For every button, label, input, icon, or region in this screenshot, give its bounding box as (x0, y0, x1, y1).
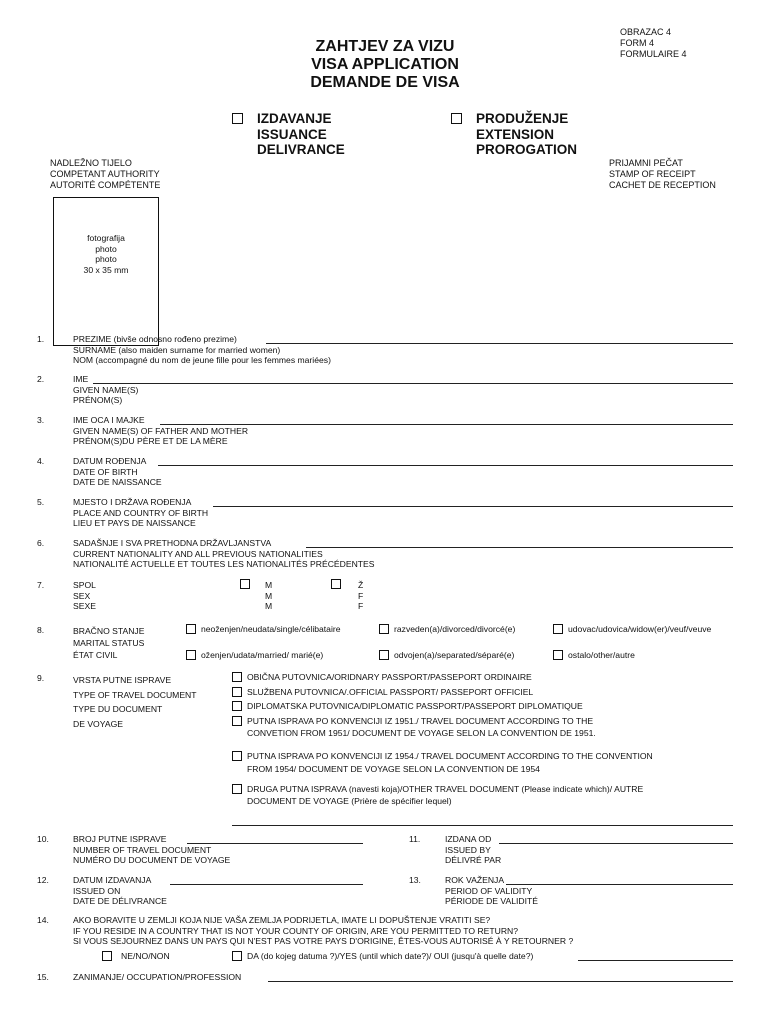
question-line: IF YOU RESIDE IN A COUNTRY THAT IS NOT YOUR COUNTY OF ORIGIN, ARE YOU PERMITTED TO RETURN? (73, 925, 519, 936)
marital-separated-option[interactable] (379, 650, 514, 661)
travel-doc-label-line: TYPE DU DOCUMENT (73, 704, 163, 715)
field-number: 3. (37, 415, 45, 425)
given-names-label-line: GIVEN NAME(S) (73, 384, 139, 395)
travel-doc-label-line: VRSTA PUTNE ISPRAVE (73, 675, 172, 685)
surname-label-line: NOM (accompagné du nom de jeune fille pour les femmes mariées) (73, 355, 331, 366)
issued-on-label (73, 875, 167, 907)
sex-label-line: SEXE (73, 601, 96, 612)
competent-authority (50, 158, 160, 191)
occupation-label: ZANIMANJE/ OCCUPATION/PROFESSION (73, 972, 242, 982)
doc-number-label-line: BROJ PUTNE ISPRAVE (73, 834, 167, 844)
sex-label (73, 580, 96, 612)
sex-male-checkbox[interactable] (240, 579, 250, 589)
checkbox[interactable] (553, 650, 563, 660)
given-names-label-line: PRÉNOM(S) (73, 395, 123, 406)
female-line: F (358, 601, 364, 612)
field-number: 6. (37, 538, 45, 548)
form-code-line: FORM 4 (620, 38, 655, 48)
photo-line: fotografija (87, 233, 125, 243)
checkbox[interactable] (186, 650, 196, 660)
validity-label-line: PERIOD OF VALIDITY (445, 885, 533, 896)
checkbox[interactable] (102, 951, 112, 961)
extension-line: PROROGATION (476, 142, 577, 157)
checkbox[interactable] (232, 784, 242, 794)
field-number: 1. (37, 334, 45, 344)
option-label: PUTNA ISPRAVA PO KONVENCIJI IZ 1954./ TRAVEL DOCUMENT ACCORDING TO THE CONVENTION (247, 751, 653, 761)
convention-1951-option[interactable] (232, 716, 593, 727)
form-code-line: FORMULAIRE 4 (620, 49, 687, 59)
checkbox[interactable] (232, 672, 242, 682)
option-label: oženjen/udata/married/ marié(e) (201, 650, 324, 660)
surname-label-line: PREZIME (bivše odnosno rođeno prezime) (73, 334, 237, 344)
option-label: SLUŽBENA PUTOVNICA/.OFFICIAL PASSPORT/ PASSEPORT OFFICIEL (247, 687, 534, 697)
date-of-birth-label-line: DATUM ROĐENJA (73, 456, 147, 466)
given-names-field[interactable] (93, 374, 733, 384)
place-of-birth-label-line: MJESTO I DRŽAVA ROĐENJA (73, 497, 192, 507)
issued-by-label (445, 834, 501, 866)
field-number: 15. (37, 972, 49, 982)
option-label: odvojen(a)/separated/séparé(e) (394, 650, 515, 660)
return-permit-question (73, 915, 573, 947)
sex-female-label (358, 580, 363, 612)
option-label: ostalo/other/autre (568, 650, 635, 660)
marital-label-line: ÉTAT CIVIL (73, 650, 118, 661)
title-line: DEMANDE DE VISA (310, 74, 460, 91)
issued-on-label-line: DATUM IZDAVANJA (73, 875, 152, 885)
checkbox[interactable] (232, 687, 242, 697)
other-travel-doc-field[interactable] (232, 816, 733, 826)
photo-caption (54, 233, 158, 275)
photo-line: 30 x 35 mm (83, 264, 129, 275)
parents-names-label-line: IME OCA I MAJKE (73, 415, 145, 425)
receipt-line: STAMP OF RECEIPT (609, 169, 696, 179)
checkbox[interactable] (232, 751, 242, 761)
marital-other-option[interactable] (553, 650, 635, 661)
option-label-continued: CONVETION FROM 1951/ DOCUMENT DE VOYAGE SELON LA CONVENTION DE 1951. (247, 728, 596, 738)
other-travel-doc-option[interactable] (232, 784, 643, 795)
extension-checkbox[interactable] (451, 113, 462, 124)
field-number: 13. (409, 875, 421, 885)
female-line: Ž (358, 580, 364, 590)
male-line: M (265, 590, 273, 601)
doc-number-label-line: NUMBER OF TRAVEL DOCUMENT (73, 844, 212, 855)
form-code-line: OBRAZAC 4 (620, 27, 672, 37)
diplomatic-passport-option[interactable] (232, 701, 583, 712)
surname-label-line: SURNAME (also maiden surname for married women) (73, 344, 281, 355)
sex-label-line: SEX (73, 590, 91, 601)
field-number: 7. (37, 580, 45, 590)
issued-by-label-line: DÉLIVRÉ PAR (445, 855, 502, 866)
male-line: M (265, 580, 273, 590)
question-line: SI VOUS SEJOURNEZ DANS UN PAYS QUI N'EST PAS VOTRE PAYS D'ORIGINE, ÊTES-VOUS AUTORISÉ À Y RETOURNER ? (73, 936, 574, 947)
nationality-label-line: CURRENT NATIONALITY AND ALL PREVIOUS NATIONALITIES (73, 548, 323, 559)
ordinary-passport-option[interactable] (232, 672, 532, 683)
extension-line: EXTENSION (476, 126, 555, 142)
extension-label (476, 111, 577, 158)
field-number: 14. (37, 915, 49, 925)
place-of-birth-label-line: PLACE AND COUNTRY OF BIRTH (73, 507, 209, 518)
issued-by-label-line: IZDANA OD (445, 834, 492, 844)
checkbox[interactable] (379, 624, 389, 634)
checkbox[interactable] (553, 624, 563, 634)
receipt-line: CACHET DE RECEPTION (609, 180, 716, 190)
parents-names-field[interactable] (160, 415, 733, 425)
option-label: neoženjen/neudata/single/célibataire (201, 624, 341, 634)
issuance-line: DELIVRANCE (257, 142, 345, 157)
photo-box[interactable] (53, 197, 159, 346)
field-number: 5. (37, 497, 45, 507)
stamp-of-receipt (609, 158, 716, 191)
date-of-birth-label-line: DATE DE NAISSANCE (73, 477, 162, 488)
option-label: razveden(a)/divorced/divorcé(e) (394, 624, 516, 634)
question-line: AKO BORAVITE U ZEMLJI KOJA NIJE VAŠA ZEMLJA PODRIJETLA, IMATE LI DOPUŠTENJE VRATITI SE? (73, 915, 491, 925)
field-number: 10. (37, 834, 49, 844)
option-label: udovac/udovica/widow(er)/veuf/veuve (568, 624, 712, 634)
option-label: DRUGA PUTNA ISPRAVA (navesti koja)/OTHER TRAVEL DOCUMENT (Please indicate which)/ AUTRE (247, 784, 644, 794)
marital-status-label (73, 625, 144, 662)
date-of-birth-field[interactable] (158, 456, 733, 466)
extension-line: PRODUŽENJE (476, 111, 569, 126)
authority-line: COMPETANT AUTHORITY (50, 169, 160, 179)
return-permit-yes-option[interactable] (232, 951, 533, 962)
return-date-field[interactable] (578, 951, 733, 961)
travel-doc-label-line: DE VOYAGE (73, 718, 123, 729)
field-number: 9. (37, 673, 45, 683)
option-label: PUTNA ISPRAVA PO KONVENCIJI IZ 1951./ TRAVEL DOCUMENT ACCORDING TO THE (247, 716, 594, 726)
form-code (620, 27, 687, 60)
nationality-field[interactable] (306, 538, 733, 548)
issuance-label (257, 111, 345, 158)
issued-by-label-line: ISSUED BY (445, 844, 491, 855)
photo-line: photo (95, 243, 117, 254)
sex-female-checkbox[interactable] (331, 579, 341, 589)
option-label: DIPLOMATSKA PUTOVNICA/DIPLOMATIC PASSPORT/PASSEPORT DIPLOMATIQUE (247, 701, 583, 711)
travel-doc-label-line: TYPE OF TRAVEL DOCUMENT (73, 689, 197, 700)
field-number: 2. (37, 374, 45, 384)
nationality-label-line: SADAŠNJE I SVA PRETHODNA DRŽAVLJANSTVA (73, 538, 272, 548)
sex-male-label (265, 580, 272, 612)
checkbox[interactable] (232, 716, 242, 726)
checkbox[interactable] (232, 701, 242, 711)
official-passport-option[interactable] (232, 687, 533, 698)
option-label: NE/NO/NON (121, 951, 170, 961)
issued-on-label-line: ISSUED ON (73, 885, 121, 896)
option-label: OBIČNA PUTOVNICA/ORIDNARY PASSPORT/PASSEPORT ORDINAIRE (247, 672, 532, 682)
validity-label-line: PÉRIODE DE VALIDITÉ (445, 896, 538, 907)
page-title (235, 38, 535, 92)
field-number: 11. (409, 834, 421, 844)
female-line: F (358, 590, 364, 601)
marital-label-line: BRAČNO STANJE (73, 626, 145, 636)
male-line: M (265, 601, 273, 612)
field-number: 8. (37, 625, 45, 635)
date-of-birth-label-line: DATE OF BIRTH (73, 466, 138, 477)
title-line: ZAHTJEV ZA VIZU (315, 38, 455, 55)
issued-by-field[interactable] (499, 834, 733, 844)
marital-married-option[interactable] (186, 650, 323, 661)
issuance-line: IZDAVANJE (257, 111, 332, 126)
checkbox[interactable] (232, 951, 242, 961)
issued-on-label-line: DATE DE DÉLIVRANCE (73, 896, 167, 907)
parents-names-label-line: PRÉNOM(S)DU PÈRE ET DE LA MÈRE (73, 436, 228, 447)
place-of-birth-field[interactable] (213, 497, 733, 507)
marital-widowed-option[interactable] (553, 624, 711, 635)
doc-number-label-line: NUMÉRO DU DOCUMENT DE VOYAGE (73, 855, 231, 866)
date-of-birth-label (73, 456, 162, 488)
option-label: DA (do kojeg datuma ?)/YES (until which date?)/ OUI (jusqu'à quelle date?) (247, 951, 534, 961)
occupation-field[interactable] (268, 972, 733, 982)
checkbox[interactable] (186, 624, 196, 634)
surname-field[interactable] (266, 334, 733, 344)
option-label-continued: FROM 1954/ DOCUMENT DE VOYAGE SELON LA CONVENTION DE 1954 (247, 764, 540, 774)
issuance-line: ISSUANCE (257, 126, 327, 142)
place-of-birth-label (73, 497, 208, 529)
checkbox[interactable] (379, 650, 389, 660)
marital-divorced-option[interactable] (379, 624, 515, 635)
travel-doc-number-field[interactable] (187, 834, 363, 844)
nationality-label-line: NATIONALITÉ ACTUELLE ET TOUTES LES NATIONALITÉS PRÉCÉDENTES (73, 559, 375, 570)
authority-line: AUTORITÉ COMPÉTENTE (50, 180, 161, 190)
sex-label-line: SPOL (73, 580, 96, 590)
option-label-continued: DOCUMENT DE VOYAGE (Prière de spécifier lequel) (247, 796, 452, 806)
title-line: VISA APPLICATION (311, 56, 459, 73)
travel-doc-type-label (73, 673, 197, 731)
return-permit-no-option[interactable] (102, 951, 170, 962)
marital-label-line: MARITAL STATUS (73, 638, 145, 649)
receipt-line: PRIJAMNI PEČAT (609, 158, 683, 168)
validity-field[interactable] (506, 875, 733, 885)
place-of-birth-label-line: LIEU ET PAYS DE NAISSANCE (73, 518, 196, 529)
given-names-label-line: IME (73, 374, 89, 384)
photo-line: photo (95, 254, 117, 265)
marital-single-option[interactable] (186, 624, 341, 635)
convention-1954-option[interactable] (232, 751, 653, 762)
field-number: 12. (37, 875, 49, 885)
parents-names-label-line: GIVEN NAME(S) OF FATHER AND MOTHER (73, 425, 249, 436)
issued-on-field[interactable] (170, 875, 363, 885)
validity-label-line: ROK VAŽENJA (445, 875, 505, 885)
issuance-checkbox[interactable] (232, 113, 243, 124)
authority-line: NADLEŽNO TIJELO (50, 158, 132, 168)
field-number: 4. (37, 456, 45, 466)
